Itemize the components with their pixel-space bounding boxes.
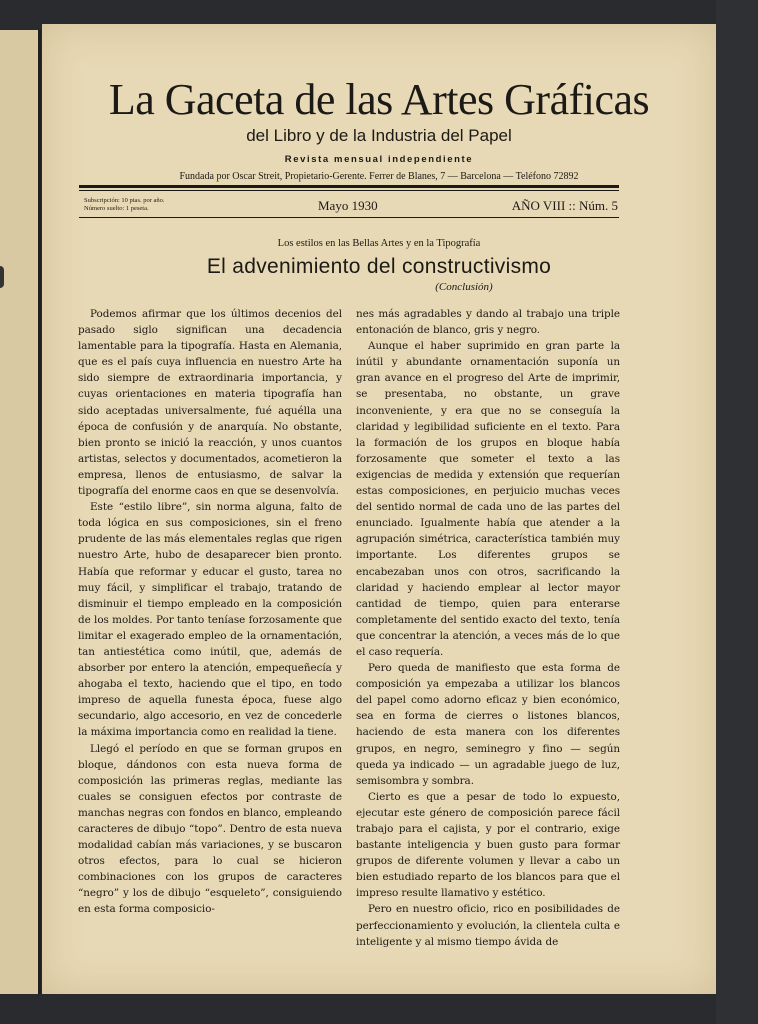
header-rule-top-thin	[79, 190, 619, 191]
paragraph: Podemos afirmar que los últimos decenios del pasado siglo significan una decadencia lamentable para la tipografía. Hasta en Alemania, que es el país cuya influencia en nuestro Arte ha sido siempre de extraordinaria importancia, y cuyas orientaciones en materia tipografía han sido aceptadas universalmente, fué aquélla una época de confusión y de anarquía. No obstante, bien pronto se inició la reacción, y unos cuantos artistas, selectos y documentados, acometieron la empresa, llenos de entusiasmo, de salvar la tipografía del enorme caos en que se desenvolvía.	[78, 308, 342, 498]
paragraph: Este “estilo libre”, sin norma alguna, falto de toda lógica en sus composiciones, sin el freno prudente de las más elementales reglas que rigen nuestro Arte, hubo de desaparecer bien pronto. Había que reformar y educar el gusto, tarea no muy fácil, y simplificar el trabajo, tratando de disminuir el tiempo empleado en la composición de los moldes. Por tanto teníase forzosamente que limitar el exagerado empleo de la ornamentación, tan antiestética como inútil, que, además de absorber por entero la atención, empequeñecía y ahogaba el texto, haciendo que el tipo, en todo impreso de aquella funesta época, fuese algo secundario, algo accesorio, en vez de concederle la máxima importancia como en realidad la tiene.	[78, 501, 342, 739]
article-headline: El advenimiento del constructivismo	[206, 255, 552, 278]
article-note: (Conclusión)	[435, 281, 493, 293]
paragraph: Pero en nuestro oficio, rico en posibilidades de perfeccionamiento y evolución, la clientela culta e inteligente y al mismo tiempo ávida de	[356, 903, 620, 948]
issue-date: Mayo 1930	[318, 198, 378, 213]
paragraph: Llegó el período en que se forman grupos en bloque, dándonos con esta nueva forma de composición las primeras reglas, mediante las cuales se consiguen efectos por contraste de manchas negras con fondos en blanco, empleando caracteres de dibujo “topo”. Dentro de esta nueva modalidad cabían más variaciones, y se buscaron otros efectos, para lo cual se hicieron combinaciones con los grupos de caracteres “negro” y los de dibujo “esqueleto”, consiguiendo en esta forma composicio-	[78, 742, 342, 916]
subscription-note	[84, 197, 165, 213]
article-body	[78, 306, 620, 950]
binding-mark	[0, 266, 4, 288]
magazine-subtitle: del Libro y de la Industria del Papel	[246, 126, 512, 145]
right-column	[356, 306, 620, 950]
article-section: Los estilos en las Bellas Artes y en la Tipografía	[277, 238, 481, 249]
magazine-tagline: Revista mensual independiente	[284, 154, 474, 165]
header-rule-bottom	[79, 217, 619, 218]
magazine-page	[42, 24, 716, 994]
article-header	[42, 238, 716, 293]
issue-number: AÑO VIII :: Núm. 5	[511, 198, 618, 213]
masthead	[42, 76, 716, 182]
previous-page-edge	[0, 30, 41, 994]
left-column	[78, 306, 342, 950]
single-issue-price: Número suelto: 1 peseta.	[84, 205, 149, 212]
subscription-price: Subscripción: 10 ptas. por año.	[84, 197, 165, 204]
paragraph: Cierto es que a pesar de todo lo expuesto, ejecutar este género de composición parece fácil trabajo para el cajista, y por el contrario, exige bastante inteligencia y buen gusto para formar grupos de diferente volumen y llevar a cabo un bien estudiado reparto de los blancos para que el impreso resulte llamativo y estético.	[356, 790, 620, 900]
paragraph: nes más agradables y dando al trabajo una triple entonación de blanco, gris y negro.	[356, 308, 620, 337]
magazine-title: La Gaceta de las Artes Gráficas	[108, 75, 650, 124]
issue-info-bar	[84, 196, 618, 216]
founder-line: Fundada por Oscar Streit, Propietario-Gerente. Ferrer de Blanes, 7 — Barcelona — Teléfono 72892	[179, 171, 579, 182]
paragraph: Aunque el haber suprimido en gran parte la inútil y abundante ornamentación suponía un gran avance en el progreso del Arte de imprimir, se presentaba, no obstante, un grave inconveniente, y era que no se conseguía la claridad y legibilidad suficiente en el texto. Para la formación de los grupos en bloque había forzosamente que someter el texto a las exigencias de medida y extensión que requerían estas composiciones, en perjuicio muchas veces del sentido normal de cada uno de las partes del enunciado. Igualmente había que atender a la agrupación simétrica, característica también muy importante. Los diferentes grupos se encabezaban unos con otros, sacrificando la claridad y haciendo emplear al lector mayor cantidad de tiempo, quien para enterarse completamente del sentido exacto del texto, tenía que concentrar la atención, a veces más de lo que el caso requería.	[356, 340, 620, 658]
paragraph: Pero queda de manifiesto que esta forma de composición ya empezaba a utilizar los blancos del papel como adorno eficaz y bien económico, sea en forma de cierres o listones blancos, haciendo de esta manera con los diferentes grupos, en negro, seminegro y fino — según queda ya indicado — un agradable juego de luz, semisombra y sombra.	[356, 662, 620, 787]
scan-background-strip	[716, 0, 758, 1024]
header-rule-top	[79, 185, 619, 188]
